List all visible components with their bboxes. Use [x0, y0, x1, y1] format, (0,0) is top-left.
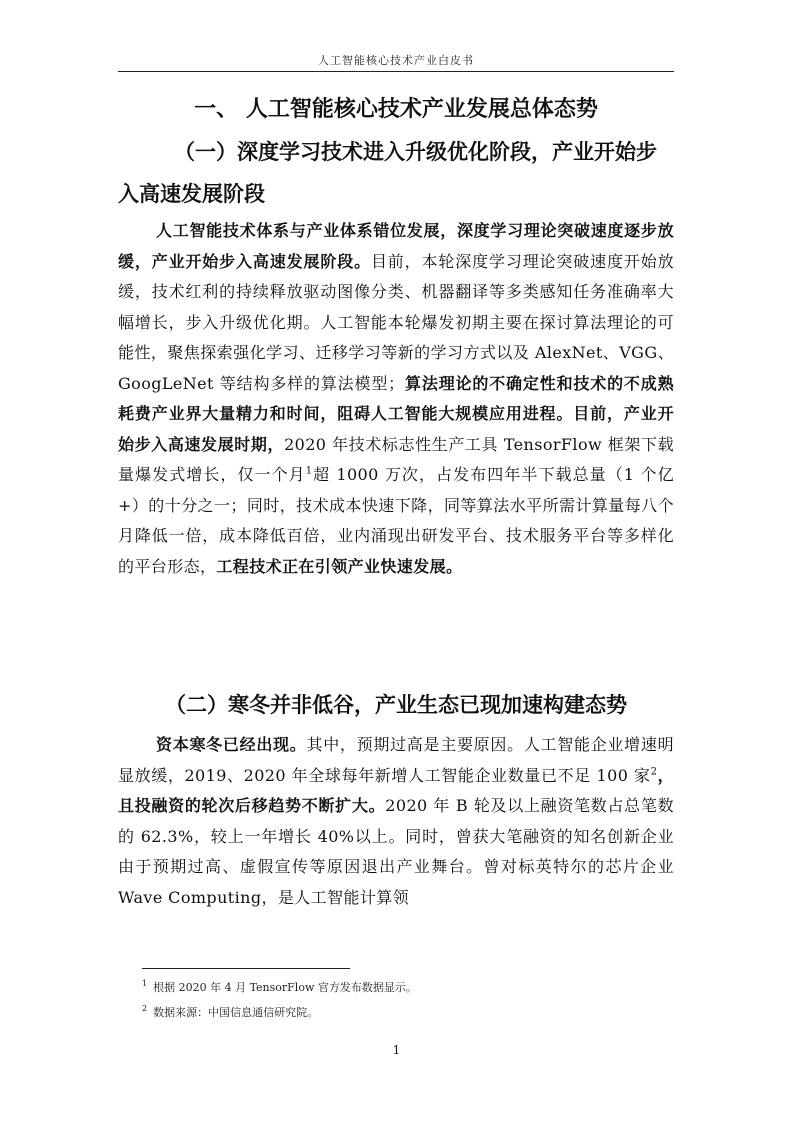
section1-tail-a: 2020 年技术标志性生产工具 TensorFlow 框架下载量爆发式增长，仅一个月 — [118, 434, 674, 484]
page-number: 1 — [392, 1043, 401, 1057]
footnote-2-mark: 2 — [142, 1004, 148, 1013]
section1-text: 目前，本轮深度学习理论突破速度开始放缓，技术红利的持续释放驱动图像分类、机器翻译等多类感知任务准确率大幅增长，步入升级优化期。人工智能本轮爆发初期主要在探讨算法理论的可能性，聚焦探索强化学习、迁移学习等新的学习方式以及 AlexNet、VGG、GoogLeNet 等结构多样的算法模型； — [118, 251, 674, 393]
footnote-2-text: 数据来源：中国信息通信研究院。 — [153, 1006, 319, 1019]
chapter-heading: 一、 人工智能核心技术产业发展总体态势 — [194, 97, 598, 122]
section1-tail-b: 超 1000 万次，占发布四年半下载总量（1 个亿+）的十分之一；同时，技术成本快速下降，同等算法水平所需计算量每八个月降低一倍，成本降低百倍，业内涌现出研发平台、技术服务平台等多样化的平台形态， — [118, 465, 674, 576]
section2-lead-bold: 资本寒冬已经出现。 — [156, 735, 307, 754]
footnote-1-mark: 1 — [142, 979, 148, 988]
running-header: 人工智能核心技术产业白皮书 — [318, 54, 474, 67]
footnote-2 — [142, 1004, 318, 1020]
footnote-1-text: 根据 2020 年 4 月 TensorFlow 官方发布数据显示。 — [153, 981, 417, 994]
section1-lead-bold: 人工智能技术体系与产业体系错位发展，深度学习理论突破速度逐步放缓，产业开始步入高速发展阶段。 — [118, 221, 674, 271]
section1-paragraph — [118, 216, 674, 582]
footnote-ref-1[interactable]: 1 — [305, 465, 313, 477]
section2-heading: （二）寒冬并非低谷，产业生态已现加速构建态势 — [165, 693, 627, 717]
footnote-rule — [142, 968, 350, 969]
section2-bold-b: ，且投融资的轮次后移趋势不断扩大。 — [118, 765, 674, 815]
section2-text-c: 2020 年 B 轮及以上融资笔数占总笔数的 62.3%，较上一年增长 40%以上。同时，曾获大笔融资的知名创新企业由于预期过高、虚假宣传等原因退出产业舞台。曾对标英特尔的芯片企业 Wave Computing，是人工智能计算领 — [118, 796, 674, 907]
section1-heading: （一）深度学习技术进入升级优化阶段，产业开始步入高速发展阶段 — [118, 140, 657, 206]
section2-text-a: 其中，预期过高是主要原因。人工智能企业增速明显放缓，2019、2020 年全球每年新增人工智能企业数量已不足 100 家 — [118, 735, 674, 785]
footnote-ref-2[interactable]: 2 — [650, 766, 658, 778]
section2-paragraph — [118, 730, 674, 913]
section1-bold-2: 算法理论的不确定性和技术的不成熟耗费产业界大量精力和时间，阻碍人工智能大规模应用进程。目前，产业开始步入高速发展时期， — [118, 373, 674, 454]
header-rule — [118, 71, 674, 72]
section1-tail-bold: 工程技术正在引领产业快速发展。 — [216, 556, 463, 576]
footnote-1 — [142, 979, 417, 995]
